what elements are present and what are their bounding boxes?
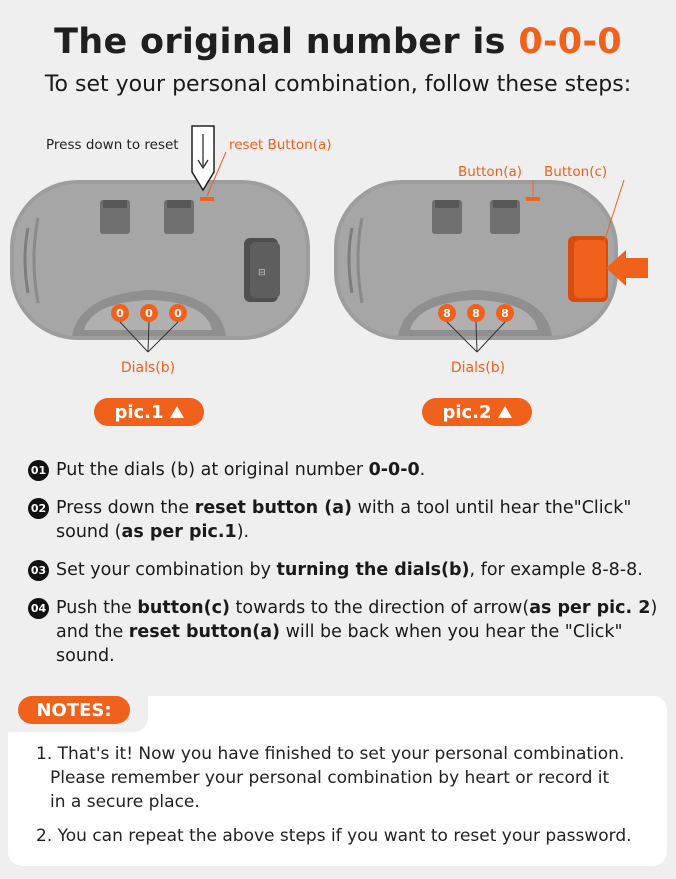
note-1-line-3: in a secure place. <box>50 792 200 812</box>
step-number-badge: 03 <box>28 560 49 581</box>
dial-digit-2-1: 8 <box>443 307 451 320</box>
dials-label-1: Dials(b) <box>120 360 176 376</box>
step-2 <box>28 496 658 544</box>
button-c-label: Button(c) <box>544 164 608 180</box>
step-emphasis: as per pic. 2 <box>529 598 651 618</box>
pic1-label: pic.1 <box>114 401 164 423</box>
reset-button-a-1 <box>200 197 214 201</box>
step-text: ) and the <box>56 598 658 642</box>
step-number-badge: 02 <box>28 498 49 519</box>
triangle-up-icon <box>498 406 512 418</box>
lock-illustration <box>0 118 676 398</box>
button-a-label: Button(a) <box>458 164 523 180</box>
note-1-line-2: Please remember your personal combination by heart or record it <box>50 768 610 788</box>
step-text: Press down the <box>56 498 195 518</box>
step-text: ). <box>236 522 250 542</box>
step-text: will be back when you hear the "Click" sound. <box>56 622 623 666</box>
pic2-label: pic.2 <box>442 401 492 423</box>
step-emphasis: as per pic.1 <box>121 522 237 542</box>
step-emphasis: 0-0-0 <box>368 460 420 480</box>
step-1 <box>28 458 658 482</box>
title-prefix: The original number is <box>54 22 519 62</box>
note-1-line-1: 1. That's it! Now you have finished to set your personal combination. <box>36 744 625 764</box>
lock-pic2 <box>334 164 648 376</box>
notes-tab: NOTES: <box>18 696 130 724</box>
press-down-label: Press down to reset <box>46 137 179 153</box>
triangle-up-icon <box>170 406 184 418</box>
pic1-badge <box>94 398 204 426</box>
step-text: Put the dials (b) at original number <box>56 460 369 480</box>
reset-button-a-2 <box>526 197 540 201</box>
dial-digit-1-3: 0 <box>174 307 182 320</box>
steps-list <box>28 458 658 682</box>
reset-button-label: reset Button(a) <box>229 137 332 153</box>
step-text: with a tool until hear the"Click" sound ( <box>56 498 632 542</box>
step-number-badge: 04 <box>28 598 49 619</box>
step-number-badge: 01 <box>28 460 49 481</box>
step-emphasis: reset button (a) <box>194 498 353 518</box>
note-2: 2. You can repeat the above steps if you want to reset your password. <box>36 826 632 846</box>
dial-digit-2-3: 8 <box>501 307 509 320</box>
step-emphasis: turning the dials(b) <box>276 560 470 580</box>
title-highlight: 0-0-0 <box>518 22 622 62</box>
step-emphasis: button(c) <box>137 598 230 618</box>
pic2-badge <box>422 398 532 426</box>
step-text: Push the <box>56 598 138 618</box>
dial-digit-1-1: 0 <box>116 307 124 320</box>
step-emphasis: reset button(a) <box>128 622 281 642</box>
lock-pic1 <box>10 126 332 376</box>
step-4 <box>28 596 658 668</box>
step-text: Set your combination by <box>56 560 277 580</box>
step-text: towards to the direction of arrow( <box>229 598 530 618</box>
page-title <box>0 22 676 62</box>
page-subtitle: To set your personal combination, follow these steps: <box>44 72 632 97</box>
dial-digit-1-2: 0 <box>145 307 153 320</box>
svg-text:⊟: ⊟ <box>258 268 266 278</box>
dials-label-2: Dials(b) <box>450 360 506 376</box>
step-text: , for example 8-8-8. <box>469 560 643 580</box>
step-3 <box>28 558 658 582</box>
dial-digit-2-2: 8 <box>472 307 480 320</box>
step-text: . <box>419 460 426 480</box>
